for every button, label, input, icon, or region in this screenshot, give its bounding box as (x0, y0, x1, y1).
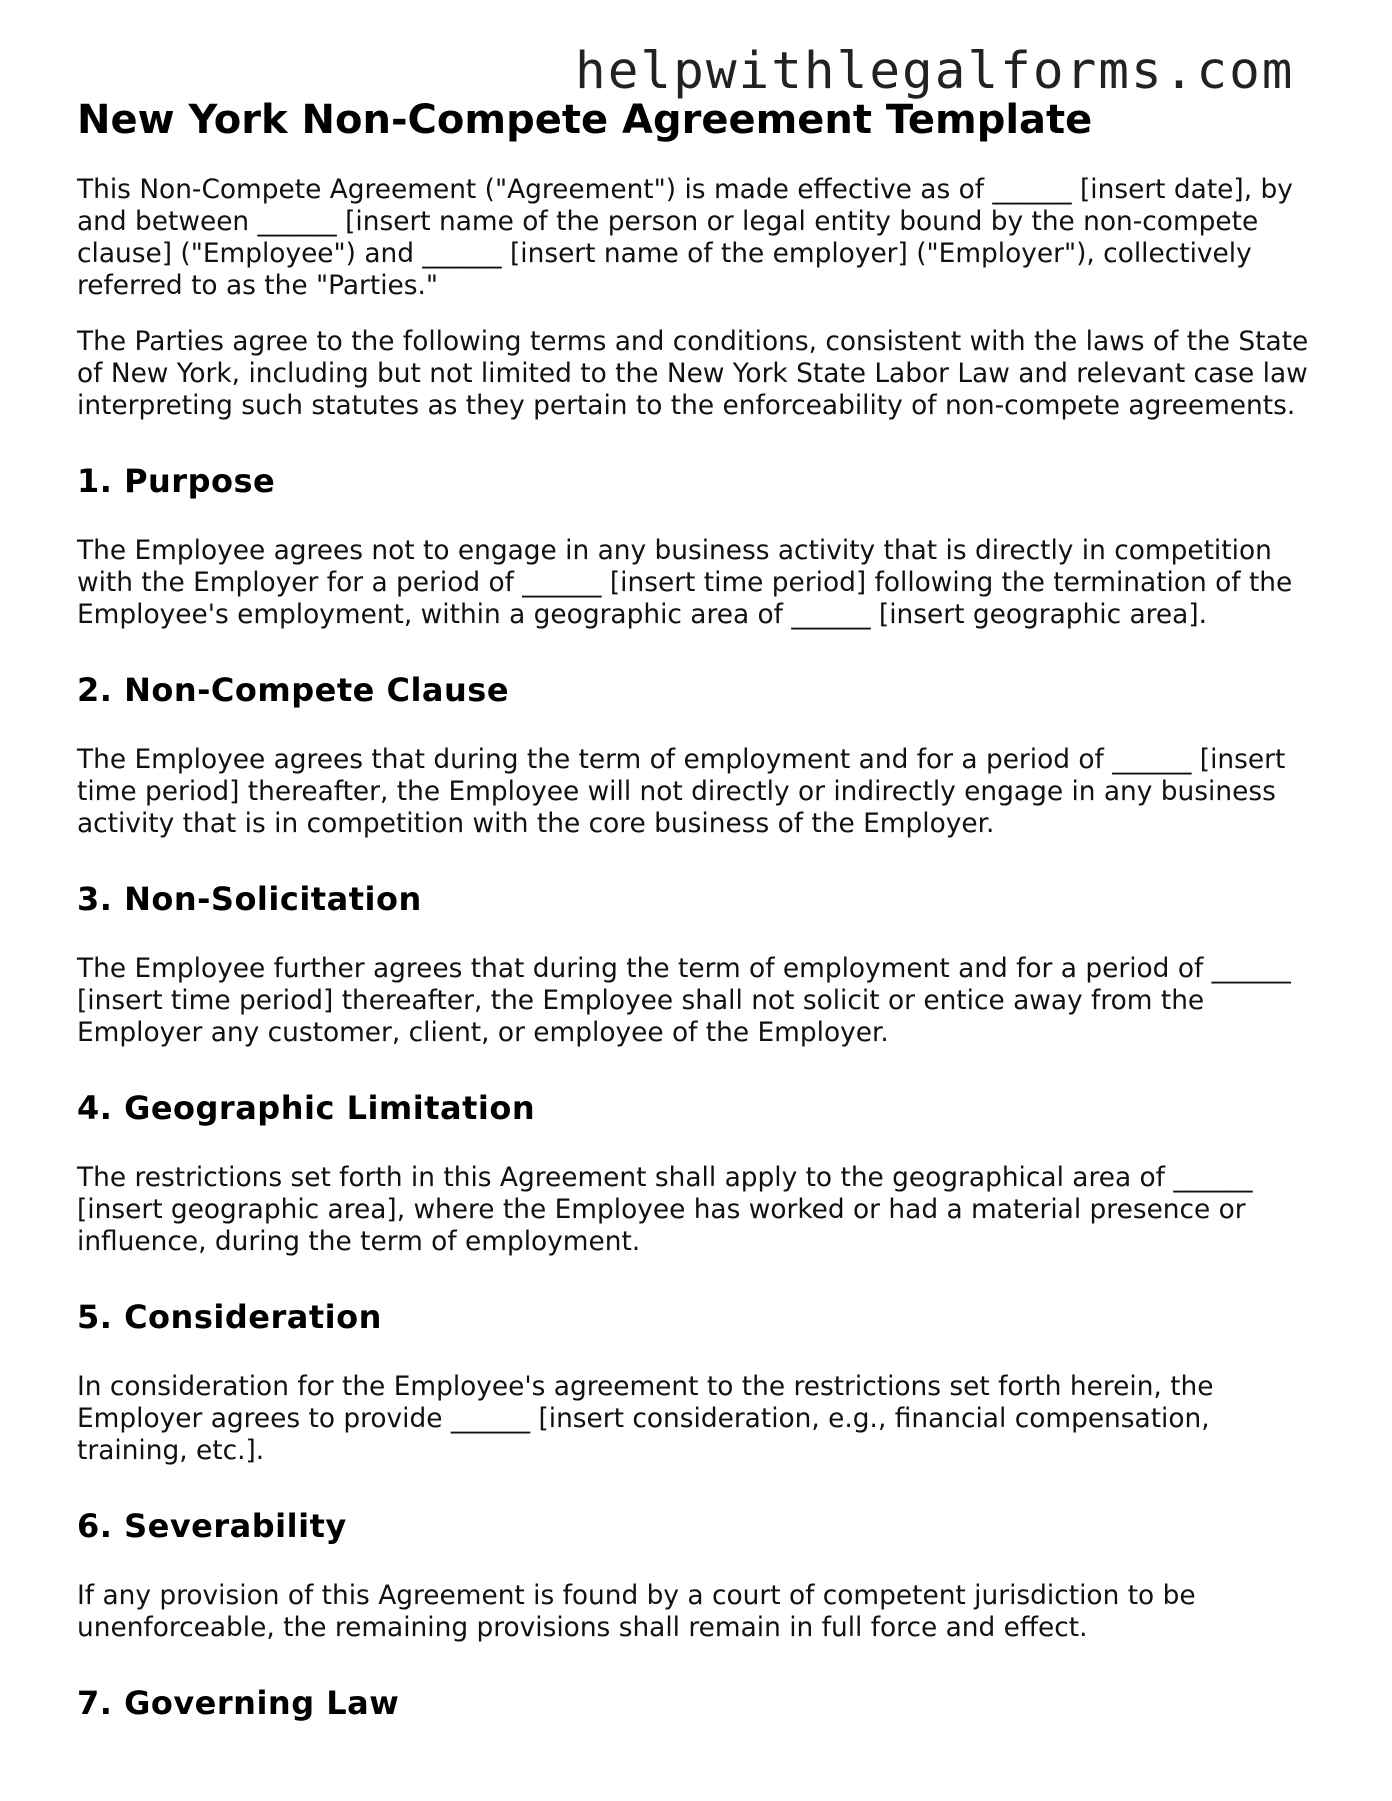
section-purpose (77, 462, 1327, 631)
intro-paragraph: The Parties agree to the following terms and conditions, consistent with the laws of the State of New York, including but not limited to the New York State Labor Law and relevant case law interpreting such statutes as they pertain to the enforceability of non-compete agreements. (77, 326, 1309, 421)
section-body: The Employee further agrees that during the term of employment and for a period of ______ [insert time period] thereafter, the Employee shall not solicit or entice away from the Employer any customer, client, or employee of the Employer. (77, 953, 1291, 1048)
section-heading: 6. Severability (77, 1507, 347, 1545)
section-heading: 2. Non-Compete Clause (77, 671, 510, 709)
section-body: If any provision of this Agreement is found by a court of competent jurisdiction to be unenforceable, the remaining provisions shall remain in full force and effect. (77, 1580, 1196, 1643)
intro-paragraph: This Non-Compete Agreement ("Agreement") is made effective as of ______ [insert date], by and between ______ [insert name of the person or legal entity bound by the non-compete clause] ("Employee") and ______ [insert name of the employer] ("Employer"), collectively referred to as the "Parties." (77, 174, 1293, 301)
section-severability (77, 1507, 1327, 1644)
section-governing-law (77, 1684, 1327, 1722)
section-non-solicitation (77, 880, 1327, 1049)
section-consideration (77, 1298, 1327, 1467)
section-non-compete-clause (77, 671, 1327, 840)
section-heading: 3. Non-Solicitation (77, 880, 422, 918)
section-geographic-limitation (77, 1089, 1327, 1258)
section-heading: 4. Geographic Limitation (77, 1089, 536, 1127)
section-heading: 5. Consideration (77, 1298, 382, 1336)
document-body (77, 174, 1327, 1757)
section-heading: 7. Governing Law (77, 1684, 400, 1722)
site-watermark-header: helpwithlegalforms.com (575, 42, 1295, 101)
section-body: The Employee agrees not to engage in any business activity that is directly in competition with the Employer for a period of ______ [insert time period] following the termination of the Employee's employment, within a geographic area of ______ [insert geographic area]. (77, 535, 1293, 630)
section-body: In consideration for the Employee's agreement to the restrictions set forth herein, the Employer agrees to provide ______ [insert consideration, e.g., financial compensation, training, etc.]. (77, 1371, 1214, 1466)
section-body: The restrictions set forth in this Agreement shall apply to the geographical area of ______ [insert geographic area], where the Employee has worked or had a material presence or influence, during the term of employment. (77, 1162, 1253, 1257)
section-body: The Employee agrees that during the term of employment and for a period of ______ [insert time period] thereafter, the Employee will not directly or indirectly engage in any business activity that is in competition with the core business of the Employer. (77, 744, 1286, 839)
section-heading: 1. Purpose (77, 462, 276, 500)
document-title: New York Non-Compete Agreement Template (77, 97, 1093, 143)
